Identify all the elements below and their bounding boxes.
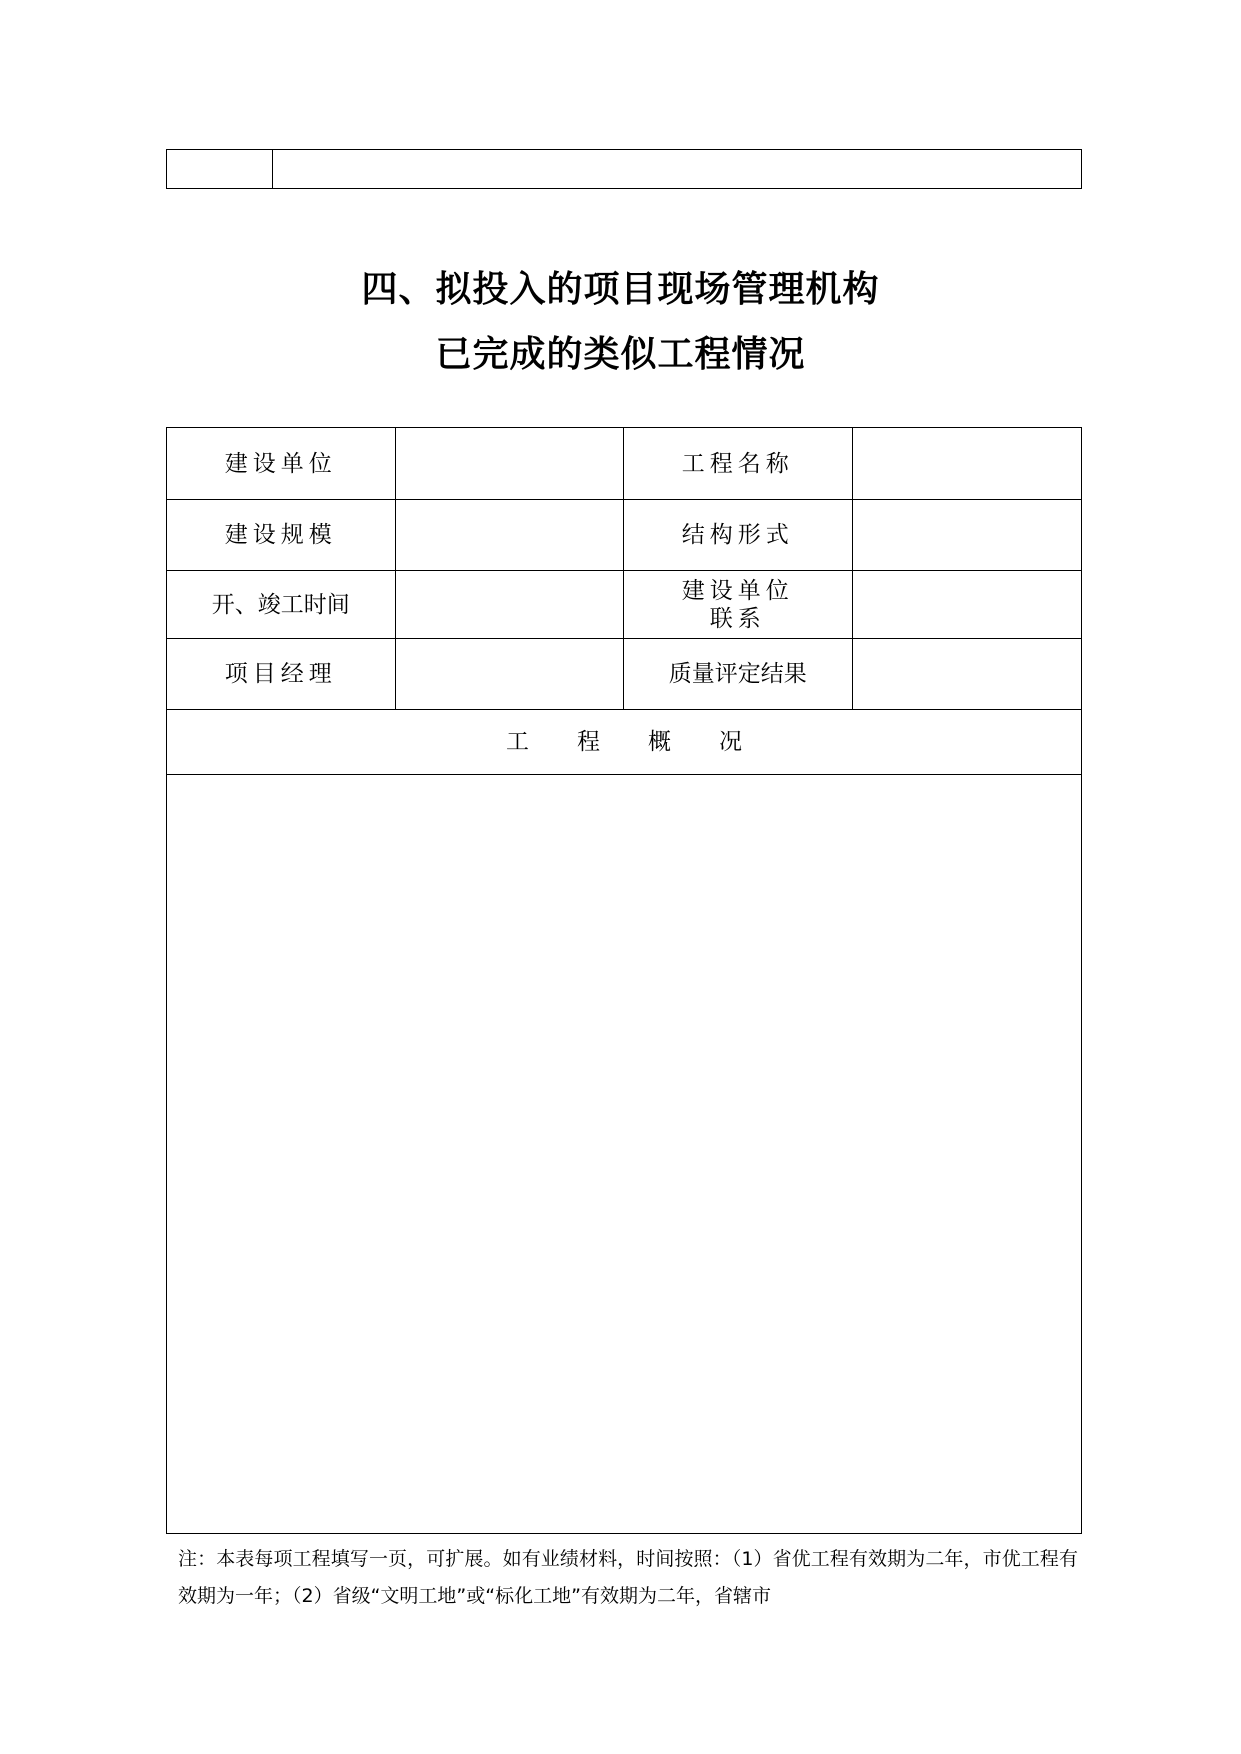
- label-contact-line-2: 联系: [709, 605, 766, 632]
- label-construction-scale: 建设规模: [167, 500, 396, 570]
- project-info-table: [166, 427, 1082, 1534]
- value-construction-unit-contact[interactable]: [853, 571, 1082, 638]
- overview-header: 工程概况: [506, 729, 790, 755]
- label-structure-type: 结构形式: [624, 500, 853, 570]
- value-structure-type[interactable]: [853, 500, 1082, 570]
- label-quality-assessment: 质量评定结果: [624, 639, 853, 709]
- label-construction-unit-contact: [624, 571, 853, 638]
- top-table-cell-left: [167, 150, 273, 188]
- value-project-name[interactable]: [853, 428, 1082, 499]
- overview-header-row: [167, 710, 1081, 775]
- label-contact-line-1: 建设单位: [681, 577, 794, 604]
- table-row: [167, 639, 1081, 710]
- table-row: [167, 571, 1081, 639]
- label-start-completion-time: 开、竣工时间: [167, 571, 396, 638]
- page-title-line-2: 已完成的类似工程情况: [435, 334, 806, 375]
- value-start-completion-time[interactable]: [396, 571, 625, 638]
- top-table-cell-right: [273, 150, 1081, 188]
- value-project-manager[interactable]: [396, 639, 625, 709]
- label-construction-unit: 建设单位: [167, 428, 396, 499]
- value-construction-scale[interactable]: [396, 500, 625, 570]
- footnote: 注：本表每项工程填写一页，可扩展。如有业绩材料，时间按照：（1）省优工程有效期为二年，市优工程有效期为一年；（2）省级“文明工地”或“标化工地”有效期为二年，省辖市: [178, 1548, 1078, 1607]
- top-table-fragment: [166, 149, 1082, 189]
- value-construction-unit[interactable]: [396, 428, 625, 499]
- label-project-name: 工程名称: [624, 428, 853, 499]
- table-row: [167, 500, 1081, 571]
- overview-body[interactable]: [167, 775, 1081, 1532]
- page-title-line-1: 四、拟投入的项目现场管理机构: [361, 269, 880, 310]
- label-project-manager: 项目经理: [167, 639, 396, 709]
- value-quality-assessment[interactable]: [853, 639, 1082, 709]
- table-row: [167, 428, 1081, 500]
